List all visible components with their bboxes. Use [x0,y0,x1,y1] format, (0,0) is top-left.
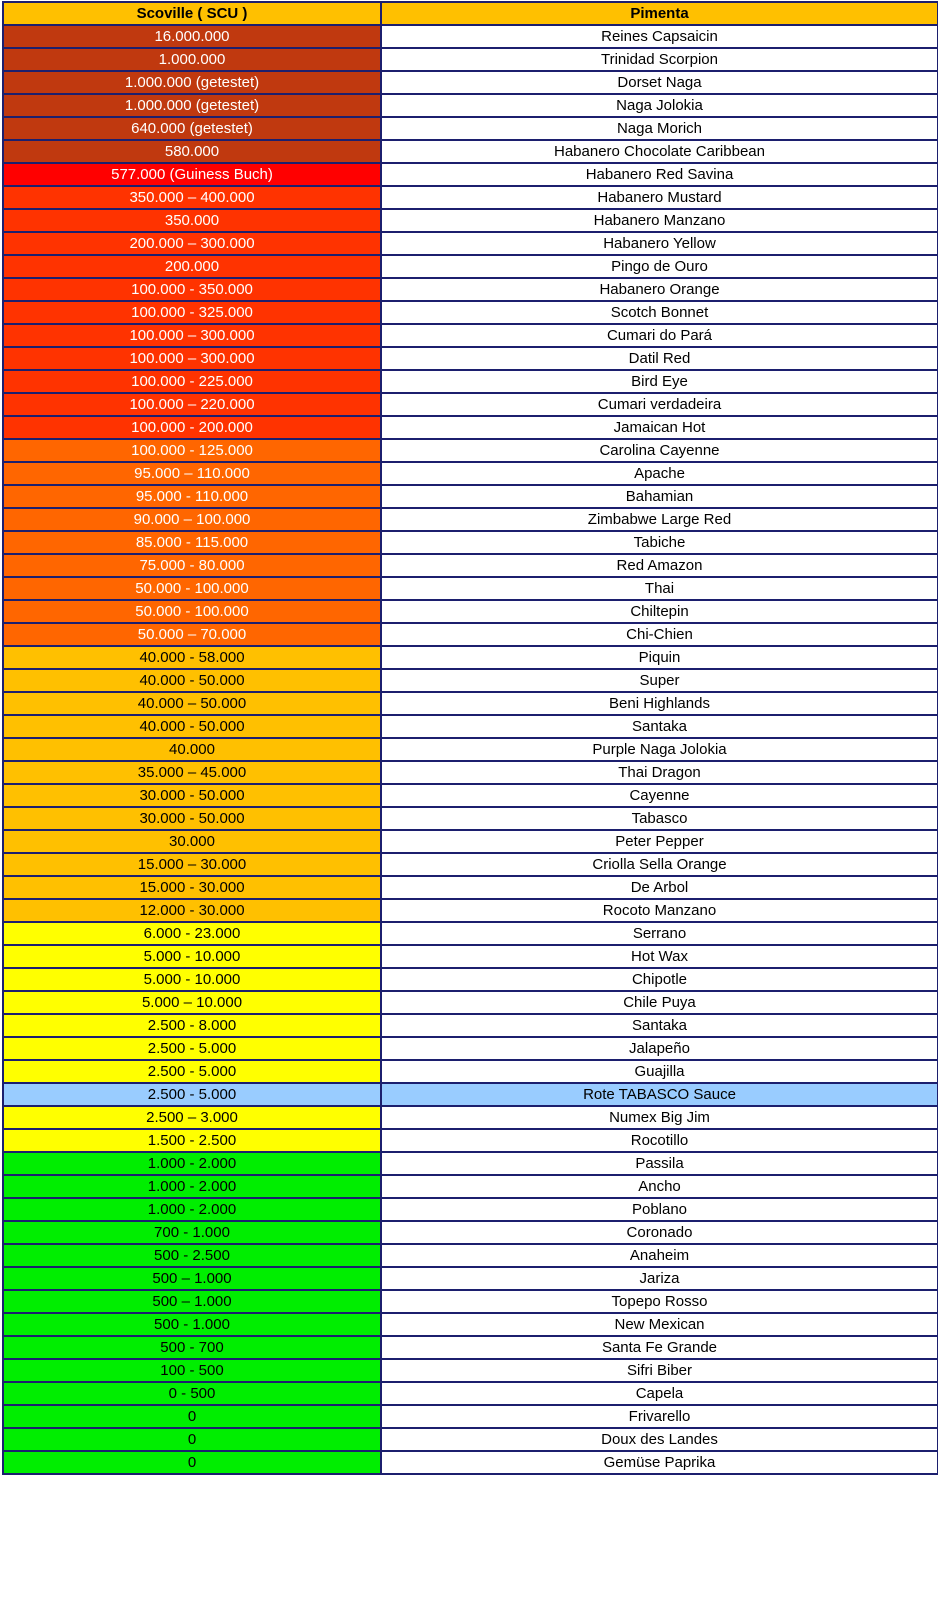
scoville-value-cell: 30.000 - 50.000 [3,807,381,830]
scoville-value-cell: 1.000.000 [3,48,381,71]
scoville-value-cell: 90.000 – 100.000 [3,508,381,531]
scoville-value-cell: 0 [3,1428,381,1451]
scoville-value-cell: 500 – 1.000 [3,1267,381,1290]
pepper-name-cell: Rocotillo [381,1129,938,1152]
pepper-name-cell: Ancho [381,1175,938,1198]
pepper-name-cell: Reines Capsaicin [381,25,938,48]
table-row [3,531,938,554]
table-row [3,876,938,899]
table-row [3,48,938,71]
table-row [3,163,938,186]
pepper-name-cell: Naga Jolokia [381,94,938,117]
table-row [3,1152,938,1175]
table-row [3,71,938,94]
scoville-value-cell: 1.000 - 2.000 [3,1198,381,1221]
pepper-name-cell: Carolina Cayenne [381,439,938,462]
scoville-value-cell: 500 – 1.000 [3,1290,381,1313]
table-row [3,1175,938,1198]
pepper-name-cell: Thai [381,577,938,600]
table-row [3,1451,938,1474]
pepper-name-cell: Serrano [381,922,938,945]
pepper-name-cell: Frivarello [381,1405,938,1428]
pepper-name-cell: Chipotle [381,968,938,991]
table-row [3,1336,938,1359]
column-header-scoville: Scoville ( SCU ) [3,2,381,25]
scoville-value-cell: 1.500 - 2.500 [3,1129,381,1152]
scoville-value-cell: 1.000 - 2.000 [3,1175,381,1198]
pepper-name-cell: Zimbabwe Large Red [381,508,938,531]
pepper-name-cell: Scotch Bonnet [381,301,938,324]
scoville-value-cell: 0 [3,1451,381,1474]
table-row [3,301,938,324]
pepper-name-cell: Pingo de Ouro [381,255,938,278]
table-row [3,1014,938,1037]
table-row [3,1267,938,1290]
table-row [3,508,938,531]
pepper-name-cell: Cumari do Pará [381,324,938,347]
pepper-name-cell: Habanero Manzano [381,209,938,232]
table-row [3,646,938,669]
table-row [3,715,938,738]
table-row [3,784,938,807]
pepper-name-cell: Naga Morich [381,117,938,140]
pepper-name-cell: Bird Eye [381,370,938,393]
scoville-value-cell: 100.000 - 125.000 [3,439,381,462]
pepper-name-cell: Tabasco [381,807,938,830]
scoville-value-cell: 6.000 - 23.000 [3,922,381,945]
scoville-value-cell: 100.000 – 300.000 [3,324,381,347]
pepper-name-cell: New Mexican [381,1313,938,1336]
header-row [3,2,938,25]
scoville-value-cell: 500 - 700 [3,1336,381,1359]
scoville-value-cell: 2.500 - 5.000 [3,1060,381,1083]
pepper-name-cell: Habanero Yellow [381,232,938,255]
pepper-name-cell: Santa Fe Grande [381,1336,938,1359]
table-row [3,186,938,209]
pepper-name-cell: Trinidad Scorpion [381,48,938,71]
table-row [3,255,938,278]
scoville-value-cell: 100 - 500 [3,1359,381,1382]
scoville-value-cell: 100.000 – 300.000 [3,347,381,370]
scoville-value-cell: 40.000 - 50.000 [3,669,381,692]
scoville-value-cell: 1.000.000 (getestet) [3,71,381,94]
scoville-value-cell: 40.000 - 58.000 [3,646,381,669]
scoville-value-cell: 100.000 - 325.000 [3,301,381,324]
scoville-value-cell: 15.000 – 30.000 [3,853,381,876]
pepper-name-cell: Anaheim [381,1244,938,1267]
scoville-value-cell: 40.000 - 50.000 [3,715,381,738]
scoville-value-cell: 30.000 - 50.000 [3,784,381,807]
table-row [3,669,938,692]
scoville-value-cell: 577.000 (Guiness Buch) [3,163,381,186]
table-row [3,393,938,416]
pepper-name-cell: Chile Puya [381,991,938,1014]
pepper-name-cell: Numex Big Jim [381,1106,938,1129]
pepper-name-cell: Cumari verdadeira [381,393,938,416]
table-row [3,554,938,577]
table-row [3,807,938,830]
scoville-value-cell: 1.000 - 2.000 [3,1152,381,1175]
scoville-value-cell: 700 - 1.000 [3,1221,381,1244]
pepper-name-cell: Beni Highlands [381,692,938,715]
table-row [3,968,938,991]
table-row [3,1198,938,1221]
scoville-table [2,1,938,1475]
pepper-name-cell: Coronado [381,1221,938,1244]
pepper-name-cell: Cayenne [381,784,938,807]
pepper-name-cell: Rocoto Manzano [381,899,938,922]
pepper-name-cell: Passila [381,1152,938,1175]
table-header [3,2,938,25]
scoville-value-cell: 5.000 - 10.000 [3,945,381,968]
table-row [3,347,938,370]
table-row [3,692,938,715]
pepper-name-cell: Criolla Sella Orange [381,853,938,876]
pepper-name-cell: Dorset Naga [381,71,938,94]
pepper-name-cell: Guajilla [381,1060,938,1083]
pepper-name-cell: Purple Naga Jolokia [381,738,938,761]
scoville-value-cell: 2.500 – 3.000 [3,1106,381,1129]
table-row [3,922,938,945]
pepper-name-cell: Santaka [381,1014,938,1037]
table-row [3,1244,938,1267]
scoville-value-cell: 2.500 - 5.000 [3,1083,381,1106]
table-row [3,370,938,393]
pepper-name-cell: Bahamian [381,485,938,508]
table-row [3,1359,938,1382]
scoville-value-cell: 2.500 - 5.000 [3,1037,381,1060]
table-row [3,899,938,922]
table-row [3,853,938,876]
table-row [3,278,938,301]
table-row [3,1405,938,1428]
pepper-name-cell: Habanero Red Savina [381,163,938,186]
table-row [3,324,938,347]
table-row [3,416,938,439]
table-row [3,1428,938,1451]
table-row [3,117,938,140]
pepper-name-cell: Sifri Biber [381,1359,938,1382]
table-row [3,1221,938,1244]
pepper-name-cell: Doux des Landes [381,1428,938,1451]
scoville-value-cell: 100.000 – 220.000 [3,393,381,416]
table-row [3,94,938,117]
pepper-name-cell: Hot Wax [381,945,938,968]
scoville-value-cell: 15.000 - 30.000 [3,876,381,899]
table-row [3,600,938,623]
scoville-value-cell: 1.000.000 (getestet) [3,94,381,117]
pepper-name-cell: Topepo Rosso [381,1290,938,1313]
scoville-value-cell: 5.000 - 10.000 [3,968,381,991]
table-body [3,25,938,1474]
pepper-name-cell: Habanero Chocolate Caribbean [381,140,938,163]
pepper-name-cell: Habanero Mustard [381,186,938,209]
table-row [3,830,938,853]
table-row [3,1106,938,1129]
scoville-value-cell: 200.000 – 300.000 [3,232,381,255]
table-row [3,1290,938,1313]
scoville-value-cell: 5.000 – 10.000 [3,991,381,1014]
scoville-value-cell: 350.000 – 400.000 [3,186,381,209]
table-row [3,1129,938,1152]
table-row [3,1037,938,1060]
table-row [3,25,938,48]
pepper-name-cell: Tabiche [381,531,938,554]
table-row [3,485,938,508]
table-row [3,439,938,462]
scoville-value-cell: 40.000 – 50.000 [3,692,381,715]
pepper-name-cell: Datil Red [381,347,938,370]
scoville-value-cell: 95.000 – 110.000 [3,462,381,485]
scoville-value-cell: 100.000 - 350.000 [3,278,381,301]
table-row [3,991,938,1014]
pepper-name-cell: Piquin [381,646,938,669]
scoville-value-cell: 0 [3,1405,381,1428]
table-row [3,945,938,968]
pepper-name-cell: Jalapeño [381,1037,938,1060]
scoville-value-cell: 95.000 - 110.000 [3,485,381,508]
pepper-name-cell: Santaka [381,715,938,738]
table-row [3,577,938,600]
pepper-name-cell: Jamaican Hot [381,416,938,439]
pepper-name-cell: Chiltepin [381,600,938,623]
scoville-value-cell: 200.000 [3,255,381,278]
scoville-value-cell: 40.000 [3,738,381,761]
scoville-value-cell: 640.000 (getestet) [3,117,381,140]
table-row [3,140,938,163]
table-row [3,761,938,784]
scoville-value-cell: 12.000 - 30.000 [3,899,381,922]
scoville-value-cell: 500 - 1.000 [3,1313,381,1336]
pepper-name-cell: De Arbol [381,876,938,899]
table-row [3,232,938,255]
scoville-value-cell: 16.000.000 [3,25,381,48]
scoville-value-cell: 50.000 - 100.000 [3,600,381,623]
scoville-value-cell: 100.000 - 200.000 [3,416,381,439]
scoville-value-cell: 85.000 - 115.000 [3,531,381,554]
scoville-value-cell: 30.000 [3,830,381,853]
scoville-value-cell: 350.000 [3,209,381,232]
pepper-name-cell: Apache [381,462,938,485]
scoville-value-cell: 50.000 – 70.000 [3,623,381,646]
table-row [3,738,938,761]
pepper-name-cell: Peter Pepper [381,830,938,853]
pepper-name-cell: Jariza [381,1267,938,1290]
table-row [3,623,938,646]
table-row [3,1382,938,1405]
scoville-value-cell: 500 - 2.500 [3,1244,381,1267]
scoville-value-cell: 2.500 - 8.000 [3,1014,381,1037]
table-row [3,1083,938,1106]
pepper-name-cell: Red Amazon [381,554,938,577]
pepper-name-cell: Chi-Chien [381,623,938,646]
pepper-name-cell: Poblano [381,1198,938,1221]
scoville-value-cell: 580.000 [3,140,381,163]
pepper-name-cell: Capela [381,1382,938,1405]
pepper-name-cell: Habanero Orange [381,278,938,301]
pepper-name-cell: Rote TABASCO Sauce [381,1083,938,1106]
scoville-value-cell: 100.000 - 225.000 [3,370,381,393]
pepper-name-cell: Gemüse Paprika [381,1451,938,1474]
pepper-name-cell: Super [381,669,938,692]
pepper-name-cell: Thai Dragon [381,761,938,784]
column-header-pimenta: Pimenta [381,2,938,25]
scoville-value-cell: 0 - 500 [3,1382,381,1405]
table-row [3,1060,938,1083]
scoville-value-cell: 75.000 - 80.000 [3,554,381,577]
table-row [3,209,938,232]
table-row [3,1313,938,1336]
table-row [3,462,938,485]
scoville-value-cell: 35.000 – 45.000 [3,761,381,784]
scoville-value-cell: 50.000 - 100.000 [3,577,381,600]
